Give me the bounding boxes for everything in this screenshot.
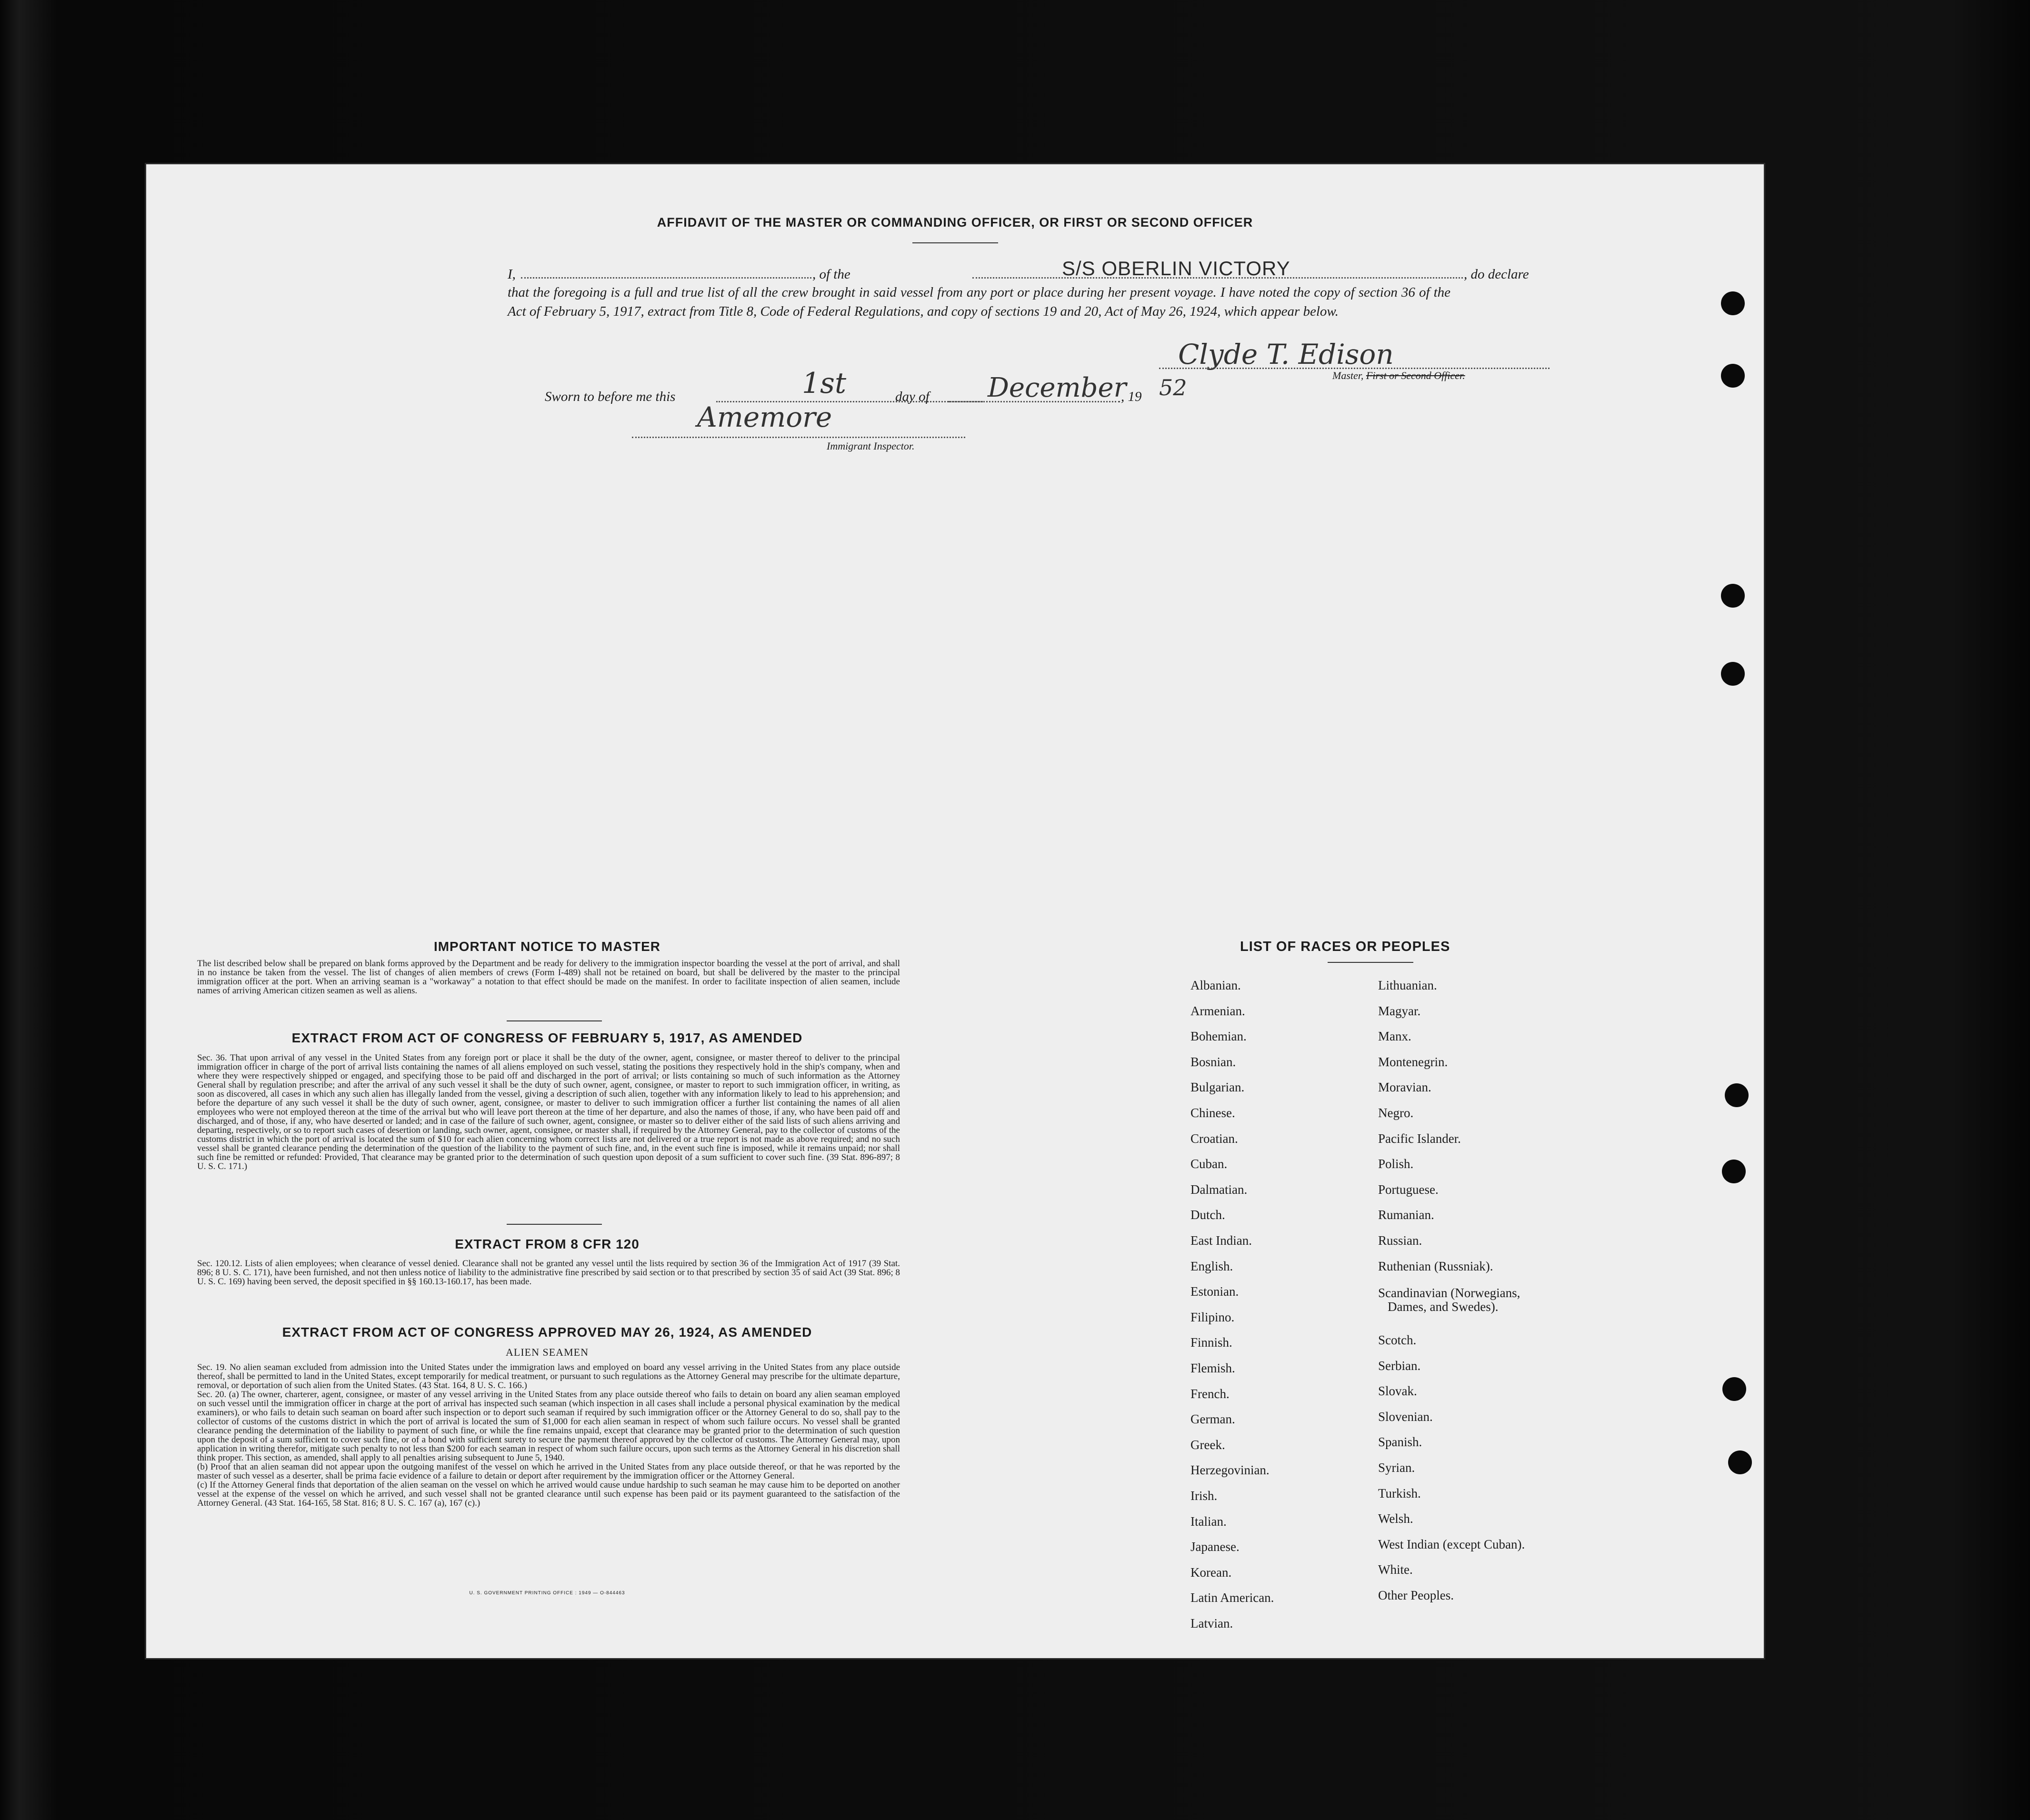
race-item: Dutch.	[1190, 1208, 1225, 1222]
races-title: LIST OF RACES OR PEOPLES	[1240, 939, 1450, 954]
divider	[1328, 962, 1413, 963]
sworn-year: 52	[1159, 375, 1187, 400]
race-item: Other Peoples.	[1378, 1588, 1454, 1603]
declare-label: , do declare	[1464, 267, 1529, 282]
affidavit-i-label: I,	[508, 267, 516, 282]
race-item: Scotch.	[1378, 1333, 1417, 1348]
race-item: English.	[1190, 1259, 1233, 1273]
alien-seamen-subtitle: ALIEN SEAMEN	[506, 1346, 589, 1358]
race-item: Slovak.	[1378, 1384, 1417, 1399]
race-item: Montenegrin.	[1378, 1054, 1448, 1069]
race-item: Moravian.	[1378, 1080, 1431, 1095]
day-of-label: day of	[895, 389, 930, 404]
sec-20a-text: Sec. 20. (a) The owner, charterer, agent, consignee, or master of any vessel arriving in the United States from any place outside thereof who fails to detain on board any alien seaman employed on such vessel until the immigration officer in charge at the port of arrival has inspected such seaman (which inspection in all cases shall include a personal physical examination by the medical examiners), or who fails to detain such seaman on board after such inspection or to deport such seaman if required by such immigration officer or the Attorney General to do so, shall pay to the collector of customs of the customs district in which the port of arrival is located the sum of $1,000 for each alien seaman in respect of whom such failure occurs. No vessel shall be granted clearance pending the determination of the liability to payment of such fine, or while the fine remains unpaid, except that clearance may be granted prior to the determination of such question upon the deposit of a sum sufficient to cover such fine, or of a bond with sufficient surety to secure the payment thereof approved by the collector of customs. The Attorney General may, upon application in writing therefor, mitigate such penalty to not less than $200 for each seaman in respect of whom such failure occurs, upon such terms as the Attorney General in his discretion shall think proper. This section, as amended, shall apply to all penalties arising subsequent to June 5, 1940.	[197, 1390, 900, 1463]
race-item: Bohemian.	[1190, 1029, 1247, 1044]
race-item: Welsh.	[1378, 1511, 1413, 1526]
master-signature: Clyde T. Edison	[1178, 338, 1394, 370]
sec-20c-text: (c) If the Attorney General finds that deportation of the alien seaman on the vessel on which he arrived would cause undue hardship to such seaman he may cause him to be deported on another vessel at the expense of the vessel on which he arrived, and such vessel shall not be granted clearance until such expense has been paid or its payment guaranteed to the satisfaction of the Attorney General. (43 Stat. 164-165, 58 Stat. 816; 8 U. S. C. 167 (a), 167 (c).)	[197, 1480, 900, 1508]
punch-hole	[1721, 364, 1745, 388]
punch-hole	[1722, 1377, 1746, 1401]
race-item: Albanian.	[1190, 978, 1241, 992]
race-item: Portuguese.	[1378, 1182, 1439, 1197]
sec-19-text: Sec. 19. No alien seaman excluded from admission into the United States under the immigration laws and employed on board any vessel arriving in the United States from any place outside thereof, shall be permitted to land in the United States, except temporarily for medical treatment, or pursuant to such regulations as the Attorney General may prescribe for the ultimate departure, removal, or deportation of such alien from the United States. (43 Stat. 164, 8 U. S. C. 166.)	[197, 1362, 900, 1390]
race-item: Armenian.	[1190, 1003, 1245, 1018]
race-item: Croatian.	[1190, 1131, 1238, 1146]
punch-hole	[1728, 1450, 1752, 1474]
race-item: Pacific Islander.	[1378, 1131, 1461, 1146]
race-item: Herzegovinian.	[1190, 1463, 1270, 1478]
master-signature-field	[1159, 368, 1550, 369]
extract-cfr-text: Sec. 120.12. Lists of alien employees; when clearance of vessel denied. Clearance shall not be granted any vessel until the lists required by section 36 of the Immigration Act of 1917 (39 Stat. 896; 8 U. S. C. 171), have been furnished, and not then unless notice of liability to the administrative fine prescribed by said section or to that prescribed by section 35 of said Act (39 Stat. 896; 8 U. S. C. 169) having been served, the deposit specified in §§ 160.13-160.17, has been made.	[197, 1259, 900, 1287]
race-item: Negro.	[1378, 1106, 1414, 1120]
race-item: Cuban.	[1190, 1157, 1228, 1171]
punch-hole	[1721, 584, 1745, 608]
race-item: Estonian.	[1190, 1284, 1239, 1299]
punch-hole	[1725, 1083, 1749, 1107]
affidavit-body: that the foregoing is a full and true list of all the crew brought in said vessel from any port or place during her present voyage. I have noted the copy of section 36 of the Act of February 5, 1917, extract from Title 8, Code of Federal Regulations, and copy of sections 19 and 20, Act of May 26, 1924, which appear below.	[508, 285, 1450, 319]
extract-1924-body	[197, 1363, 900, 1508]
race-item: Manx.	[1378, 1029, 1411, 1044]
notice-title: IMPORTANT NOTICE TO MASTER	[433, 939, 661, 954]
printing-office-footer: U. S. GOVERNMENT PRINTING OFFICE : 1949 — O-844463	[469, 1590, 625, 1596]
race-item: Greek.	[1190, 1437, 1225, 1452]
race-item: Polish.	[1378, 1157, 1414, 1171]
manifest-page	[145, 163, 1765, 1660]
punch-hole	[1722, 1160, 1746, 1183]
race-item: Italian.	[1190, 1514, 1227, 1529]
inspector-signature: Amemore	[697, 401, 832, 433]
race-item: German.	[1190, 1412, 1235, 1427]
race-item: Syrian.	[1378, 1460, 1415, 1475]
sworn-label: Sworn to before me this	[545, 389, 676, 404]
race-item: Dalmatian.	[1190, 1182, 1248, 1197]
officer-name-field	[521, 277, 811, 279]
race-item: Latvian.	[1190, 1616, 1233, 1630]
punch-hole	[1721, 662, 1745, 686]
sworn-day: 1st	[802, 367, 847, 400]
extract-1924-title: EXTRACT FROM ACT OF CONGRESS APPROVED MAY 26, 1924, AS AMENDED	[282, 1325, 812, 1340]
extract-1917-title: EXTRACT FROM ACT OF CONGRESS OF FEBRUARY 5, 1917, AS AMENDED	[291, 1030, 803, 1045]
master-caption: Master, First or Second Officer.	[1332, 370, 1465, 381]
race-item: Slovenian.	[1378, 1409, 1433, 1424]
race-item: Latin American.	[1190, 1590, 1274, 1605]
race-item: East Indian.	[1190, 1233, 1252, 1248]
race-item: West Indian (except Cuban).	[1378, 1537, 1525, 1551]
race-item: French.	[1190, 1386, 1230, 1401]
race-item: Spanish.	[1378, 1435, 1422, 1450]
race-item: Magyar.	[1378, 1003, 1421, 1018]
extract-cfr-title: EXTRACT FROM 8 CFR 120	[455, 1237, 640, 1251]
race-item: Scandinavian (Norwegians,	[1378, 1285, 1520, 1300]
race-item: Lithuanian.	[1378, 978, 1437, 992]
race-item: Korean.	[1190, 1565, 1232, 1580]
year-prefix: , 19	[1121, 389, 1142, 404]
race-item: Ruthenian (Russniak).	[1378, 1259, 1493, 1273]
race-item: Filipino.	[1190, 1310, 1235, 1324]
sec-20b-text: (b) Proof that an alien seaman did not appear upon the outgoing manifest of the vessel on which he arrived in the United States from any place outside thereof, or that he was reported by the master of such vessel as a deserter, shall be prima facie evidence of a failure to detain or deport after requirement by the immigration officer or the Attorney General.	[197, 1462, 900, 1481]
race-item: Bulgarian.	[1190, 1080, 1245, 1095]
race-item: Finnish.	[1190, 1335, 1232, 1350]
race-item: Chinese.	[1190, 1106, 1235, 1120]
race-item: Bosnian.	[1190, 1054, 1236, 1069]
vessel-name: S/S OBERLIN VICTORY	[1062, 257, 1290, 280]
race-item: Russian.	[1378, 1233, 1422, 1248]
race-item: Dames, and Swedes).	[1388, 1300, 1499, 1314]
race-item: Turkish.	[1378, 1486, 1421, 1500]
inspector-signature-field	[632, 437, 965, 438]
race-item: Irish.	[1190, 1489, 1218, 1503]
divider	[912, 242, 998, 243]
race-item: Flemish.	[1190, 1361, 1235, 1375]
notice-text: The list described below shall be prepared on blank forms approved by the Department and be ready for delivery to the immigration inspector boarding the vessel at the port of arrival, and shall in no instance be taken from the vessel. The list of changes of alien members of crews (Form I-489) shall not be retained on board, but shall be delivered by the master to the principal immigration officer at the port. When an arriving seaman is a "workaway" a notation to that effect should be made on the manifest. In order to facilitate inspection of alien seamen, include names of arriving American citizen seamen as well as aliens.	[197, 959, 900, 996]
race-item: Rumanian.	[1378, 1208, 1434, 1222]
affidavit-title: AFFIDAVIT OF THE MASTER OR COMMANDING OFFICER, OR FIRST OR SECOND OFFICER	[657, 215, 1253, 230]
race-item: White.	[1378, 1562, 1413, 1577]
sworn-month: December	[988, 372, 1127, 403]
inspector-caption: Immigrant Inspector.	[827, 440, 915, 452]
race-item: Japanese.	[1190, 1540, 1240, 1554]
punch-hole	[1721, 291, 1745, 315]
divider	[507, 1020, 602, 1021]
divider	[507, 1224, 602, 1225]
of-the-label: , of the	[812, 267, 850, 282]
extract-1917-text: Sec. 36. That upon arrival of any vessel in the United States from any foreign port or place it shall be the duty of the owner, agent, consignee, or master thereof to deliver to the principal immigration officer in charge of the port of arrival lists containing the names of all aliens employed on such vessel, stating the positions they respectively hold in the ship's company, when and where they were respectively shipped or engaged, and specifying those to be paid off and discharged in the port of arrival; or lists containing so much of such information as the Attorney General shall by regulation prescribe; and after the arrival of any such vessel it shall be the duty of such owner, agent, consignee, or master to report to such immigration officer, in writing, as soon as discovered, all cases in which any such alien has illegally landed from the vessel, giving a description of such alien, together with any information likely to lead to his apprehension; and before the departure of any such vessel it shall be the duty of such owner, agent, consignee, or master to deliver to such immigration officer a further list containing the names of all alien employees who were not employed thereon at the time of the arrival but who will leave port thereon at the time of her departure, and also the names of those, if any, who have been paid off and discharged, and of those, if any, who have deserted or landed; and in case of the failure of such owner, agent, consignee, or master so to deliver either of the said lists of such aliens arriving and departing, respectively, or so to report such cases of desertion or landing, such owner, agent, consignee, or master shall, if required by the Attorney General, pay to the collector of customs of the customs district in which the port of arrival is located the sum of $10 for each alien concerning whom correct lists are not delivered or a true report is not made as above required; and no such vessel shall be granted clearance pending the determination of the question of the liability to the payment of such fine, and, in the event such fine is imposed, while it remains unpaid; nor shall such fine be remitted or refunded: Provided, That clearance may be granted prior to the determination of such question upon deposit of a sum sufficient to cover such fine. (39 Stat. 896-897; 8 U. S. C. 171.)	[197, 1053, 900, 1171]
race-item: Serbian.	[1378, 1358, 1421, 1373]
